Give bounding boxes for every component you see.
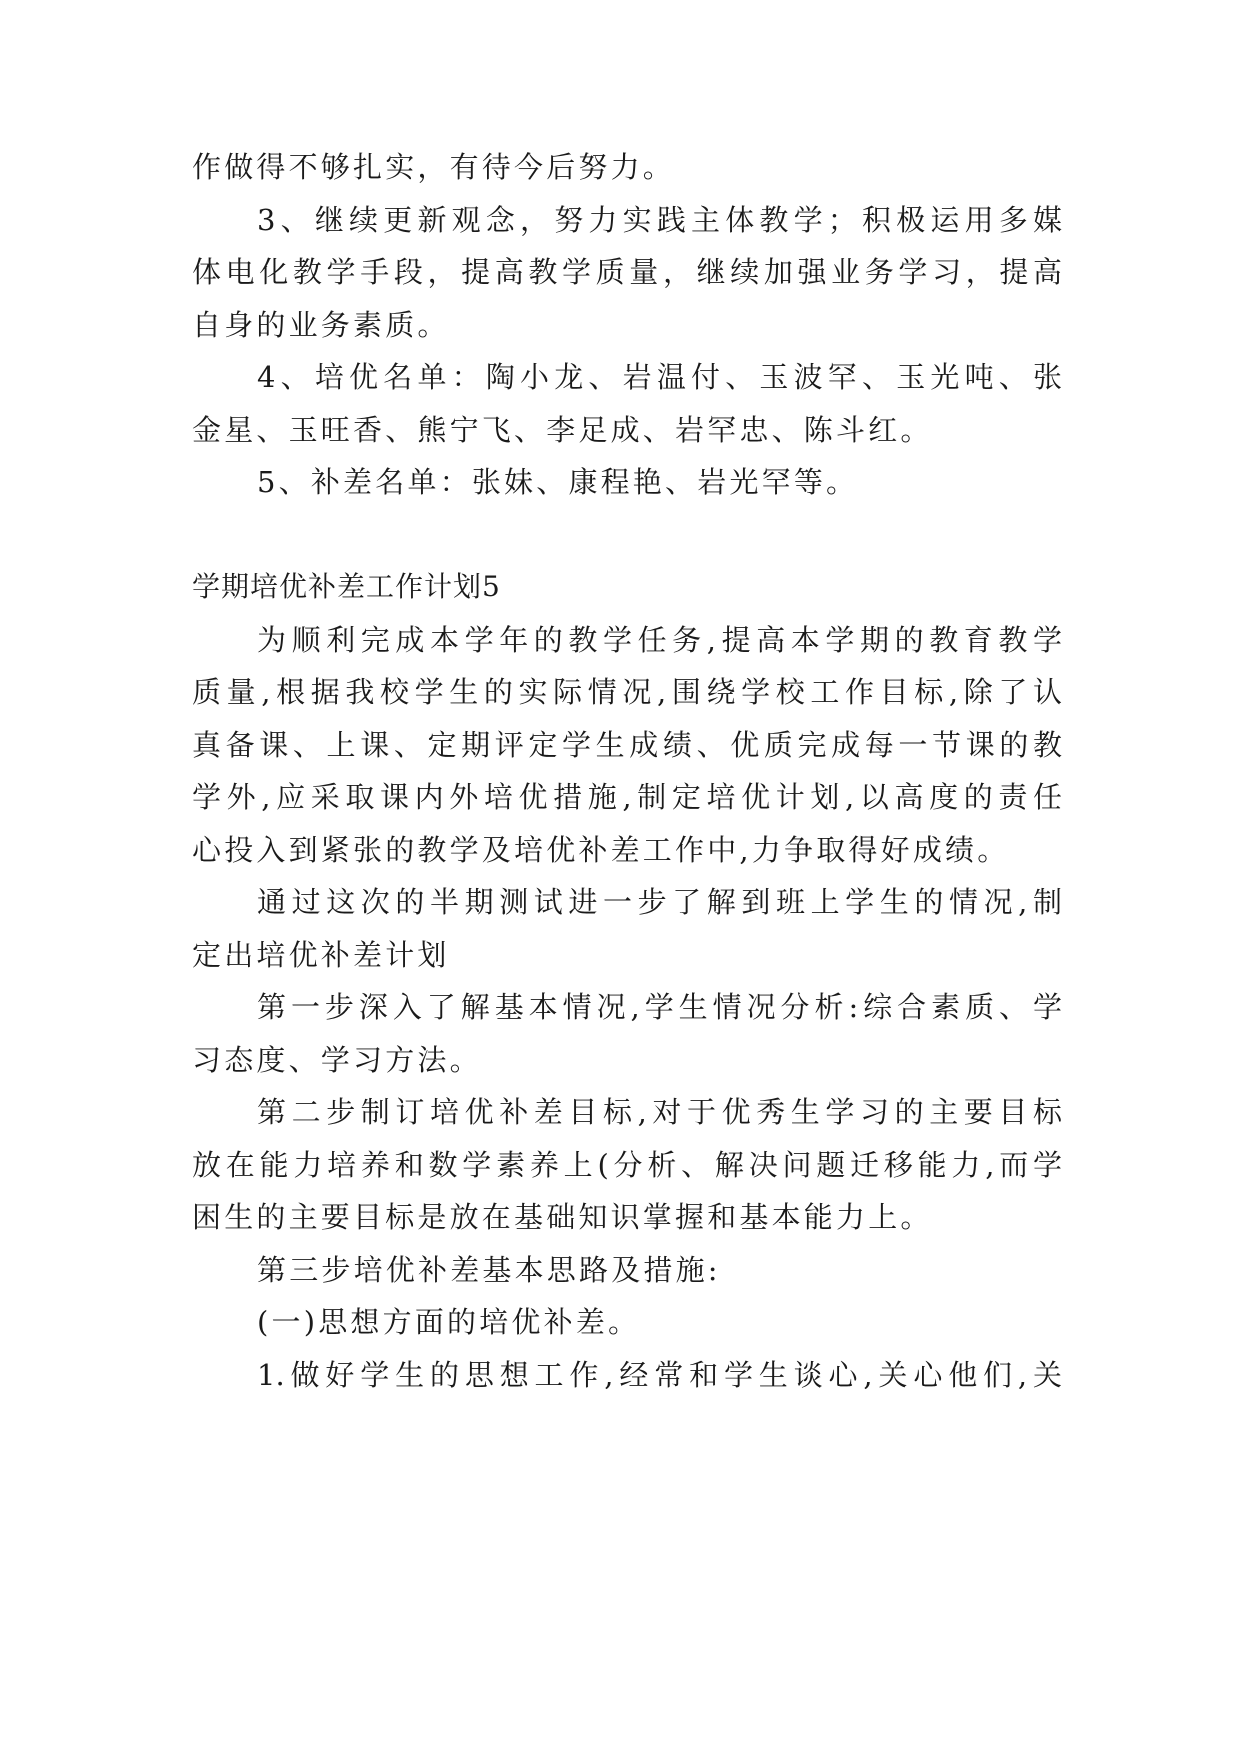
text-line: 质量,根据我校学生的实际情况,围绕学校工作目标,除了认 [192,675,1062,709]
text-line: 通过这次的半期测试进一步了解到班上学生的情况,制 [257,885,1062,919]
text-line: 定出培优补差计划 [192,938,450,972]
section-heading: 学期培优补差工作计划5 [192,570,501,603]
text-line: 第二步制订培优补差目标,对于优秀生学习的主要目标 [257,1095,1062,1129]
text-line: 5、补差名单：张妹、康程艳、岩光罕等。 [257,465,859,499]
text-line: 作做得不够扎实，有待今后努力。 [192,150,676,184]
text-line: 第三步培优补差基本思路及措施: [257,1253,721,1287]
text-line: 放在能力培养和数学素养上(分析、解决问题迁移能力,而学 [192,1148,1062,1182]
text-line: 心投入到紧张的教学及培优补差工作中,力争取得好成绩。 [192,833,1010,867]
text-line: 真备课、上课、定期评定学生成绩、优质完成每一节课的教 [192,728,1062,762]
text-line: 自身的业务素质。 [192,308,450,342]
text-line: (一)思想方面的培优补差。 [257,1305,641,1339]
text-line: 4、培优名单：陶小龙、岩温付、玉波罕、玉光吨、张 [257,360,1062,394]
text-line: 3、继续更新观念，努力实践主体教学；积极运用多媒 [257,203,1062,237]
text-line: 学外,应采取课内外培优措施,制定培优计划,以高度的责任 [192,780,1062,814]
text-line: 第一步深入了解基本情况,学生情况分析:综合素质、学 [257,990,1062,1024]
text-line: 困生的主要目标是放在基础知识掌握和基本能力上。 [192,1200,933,1234]
text-line: 体电化教学手段，提高教学质量，继续加强业务学习，提高 [192,255,1062,289]
text-line: 为顺利完成本学年的教学任务,提高本学期的教育教学 [257,623,1062,657]
text-line: 1.做好学生的思想工作,经常和学生谈心,关心他们,关 [257,1358,1062,1392]
text-line: 金星、玉旺香、熊宁飞、李足成、岩罕忠、陈斗红。 [192,413,933,447]
text-line: 习态度、学习方法。 [192,1043,482,1077]
